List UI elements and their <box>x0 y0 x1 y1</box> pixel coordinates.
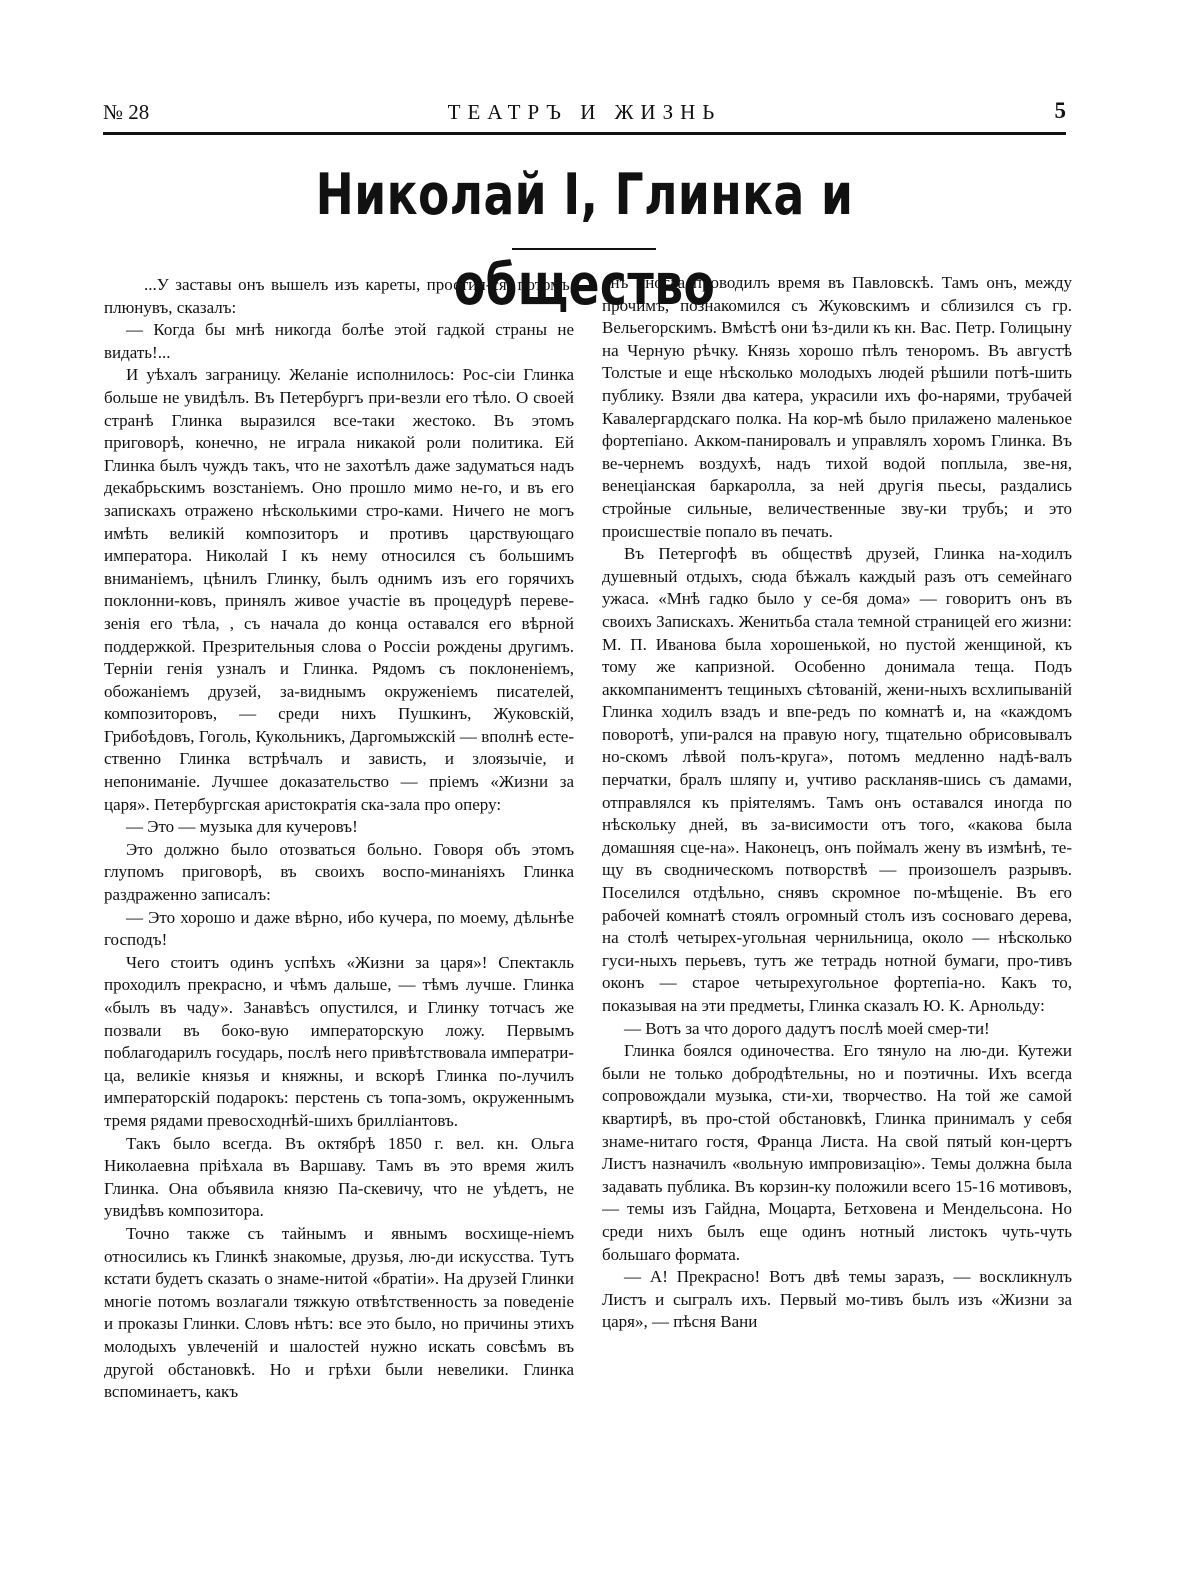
paragraph: ...У заставы онъ вышелъ изъ кареты, простил-ся, потомъ, плюнувъ, сказалъ: <box>104 275 574 317</box>
paragraph: Точно также съ тайнымъ и явнымъ восхище-ніемъ относились къ Глинкѣ знакомые, друзья, лю-ди искусства. Тутъ кстати будетъ сказать о знаме-нитой «братіи». На друзей Глинки многіе потомъ возлагали тяжкую отвѣтственность за поведеніе и проказы Глинки. Словъ нѣтъ: все это было, но причины этихъ молодыхъ увлеченій и шалостей нужно искать совсѣмъ въ другой обстановкѣ. Но и грѣхи были невелики. Глинка вспоминаетъ, какъ <box>104 1223 574 1402</box>
header-divider <box>103 132 1066 135</box>
paragraph: Это должно было отозваться больно. Говоря объ этомъ глупомъ приговорѣ, въ своихъ воспо-минаніяхъ Глинка раздраженно записалъ: <box>104 839 574 905</box>
paragraph: И уѣхалъ заграницу. Желаніе исполнилось: Рос-сіи Глинка больше не увидѣлъ. Въ Петербургъ при-везли его тѣло. О своей странѣ Глинка выразился все-таки жестоко. Въ этомъ приговорѣ, конечно, не играла никакой роли политика. Ей Глинка былъ чуждъ такъ, что не захотѣлъ даже задуматься надъ декабрьскимъ возстаніемъ. Оно прошло мимо не-го, и въ его запискахъ отражено нѣсколькими стро-ками. Ничего не могъ имѣть великій композиторъ и противъ царствующаго императора. Николай I къ нему относился съ большимъ вниманіемъ, цѣнилъ Глинку, былъ однимъ изъ его горячихъ поклонни-ковъ, принялъ живое участіе въ процедурѣ переве-зенія его тѣла, , съ начала до конца оставался его вѣрной поддержкой. Презрительныя слова о Россіи рождены другимъ. Терніи генія узналъ и Глинка. Рядомъ съ поклоненіемъ, обожаніемъ друзей, за-виднымъ окруженіемъ писателей, композиторовъ, — среди нихъ Пушкинъ, Жуковскій, Грибоѣдовъ, Гоголь, Кукольникъ, Даргомыжскій — вполнѣ есте-ственно Глинка встрѣчалъ и зависть, и злоязычіе, и непониманіе. Лучшее доказательство — пріемъ «Жизни за царя». Петербургская аристократія ска-зала про оперу: <box>104 365 574 814</box>
page-header <box>103 96 1066 136</box>
title-divider <box>512 248 656 250</box>
page-number: 5 <box>1054 98 1066 123</box>
paragraph: Такъ было всегда. Въ октябрѣ 1850 г. вел. кн. Ольга Николаевна пріѣхала въ Варшаву. Тамъ въ это время жилъ Глинка. Она объявила князю Па-скевичу, что не уѣдетъ, не увидѣвъ композитора. <box>104 1133 574 1221</box>
paragraph: Въ Петергофѣ въ обществѣ друзей, Глинка на-ходилъ душевный отдыхъ, сюда бѣжалъ каждый разъ отъ семейнаго ужаса. «Мнѣ гадко было у се-бя дома» — говоритъ онъ въ своихъ Запискахъ. Женитьба стала темной страницей его жизни: М. П. Иванова была хорошенькой, но пустой женщиной, къ тому же капризной. Особенно донимала теща. Подъ аккомпаниментъ тещиныхъ сѣтованій, жени-ныхъ всхлипываній Глинка ходилъ взадъ и впе-редъ по комнатѣ и, на «каждомъ поворотѣ, упи-рался на правую ногу, тщательно обрисовывалъ но-скомъ лѣвой полъ-круга», потомъ медленно надѣ-валъ перчатки, бралъ шляпу и, учтиво раскланяв-шись съ дамами, отправлялся къ прiятелямъ. Тамъ онъ оставался иногда по нѣскольку дней, въ за-висимости отъ того, «какова была домашняя сце-на». Наконецъ, онъ поймалъ жену въ измѣнѣ, те-щу въ сводническомъ потворствѣ — произошелъ разрывъ. Поселился отдѣльно, снявъ скромное по-мѣщеніе. Въ его рабочей комнатѣ стоялъ огромный столъ изъ сосноваго дерева, на столѣ четырех-угольная чернильница, около — нѣсколько гуси-ныхъ перьевъ, тутъ же тетрадь нотной бумаги, про-тивъ оконъ — старое четырехугольное фортепіа-но. Какъ то, показывая на эти предметы, Глинка сказалъ Ю. К. Арнольду: <box>602 544 1072 1015</box>
magazine-masthead: ТЕАТРЪ И ЖИЗНЬ <box>447 100 722 124</box>
paragraph: — А! Прекрасно! Вотъ двѣ темы заразъ, — воскликнулъ Листъ и сыгралъ ихъ. Первый мо-тивъ былъ изъ «Жизни за царя», — пѣсня Вани <box>602 1267 1072 1332</box>
article-title: Николай I, Глинка и общество <box>315 162 854 318</box>
article-column-left <box>104 274 574 1504</box>
issue-number: № 28 <box>103 100 150 124</box>
paragraph: — Вотъ за что дорого дадутъ послѣ моей смер-ти! <box>624 1018 990 1038</box>
paragraph: Глинка боялся одиночества. Его тянуло на лю-ди. Кутежи были не только добродѣтельны, но и поэтичны. Ихъ всегда сопровождали музыка, сти-хи, творчество. На той же самой квартирѣ, въ про-стой обстановкѣ, Глинка принималъ у себя знаме-нитаго гостя, Франца Листа. На свой пятый кон-цертъ Листъ назначилъ «вольную импровизацію». Темы должна была задавать публика. Въ корзин-ку положили всего 15-16 мотивовъ, — темы изъ Гайдна, Моцарта, Бетховена и Мендельсона. Но среди нихъ былъ еще одинъ нотный листокъ чуть-чуть большаго формата. <box>602 1041 1072 1264</box>
paragraph: — Когда бы мнѣ никогда болѣе этой гадкой страны не видать!... <box>104 320 574 362</box>
paragraph: — Это хорошо и даже вѣрно, ибо кучера, по моему, дѣльнѣе господъ! <box>104 907 574 950</box>
paragraph: Чего стоитъ одинъ успѣхъ «Жизни за царя»! Спектакль проходилъ прекрасно, и чѣмъ дальше, — тѣмъ лучше. Глинка «былъ въ чаду». Занавѣсъ опустился, и Глинку тотчасъ же позвали въ боко-вую императорскую ложу. Первымъ поблагодарилъ государь, послѣ него привѣтствовала императри-ца, великіе князья и княжны, и вскорѣ Глинка по-лучилъ императорскій подарокъ: перстень съ топа-зомъ, окруженнымъ тремя рядами превосходнѣй-шихъ бриллiантовъ. <box>104 952 574 1130</box>
article-column-right <box>602 272 1072 1502</box>
paragraph: — Это — музыка для кучеровъ! <box>126 817 358 837</box>
paragraph: онъ иногда проводилъ время въ Павловскѣ. Тамъ онъ, между прочимъ, познакомился съ Жуковскимъ и сблизился съ гр. Вельегорскимъ. Вмѣстѣ они ѣз-дили къ кн. Вас. Петр. Голицыну на Черную рѣчку. Князь хорошо пѣлъ теноромъ. Въ августѣ Толстые и еще нѣсколько молодыхъ людей рѣшили потѣ-шить публику. Взяли два катера, украсили ихъ фо-нарями, трубачей Кавалергардскаго полка. На кор-мѣ было прилажено маленькое фортепіано. Акком-панировалъ и управлялъ хоромъ Глинка. Въ ве-чернемъ воздухѣ, надъ тихой водой поплыла, зве-ня, венеціанская баркаролла, за ней другія пьесы, раздались стройные сильные, величественные зву-ки трубъ; и это происшествіе попало въ печать. <box>602 273 1072 541</box>
